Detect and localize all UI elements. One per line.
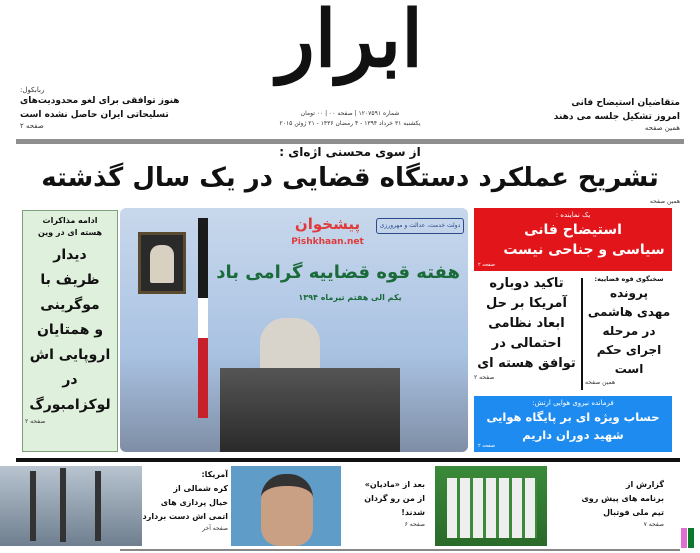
page-ref: صفحه ۶ — [404, 521, 425, 528]
football-team-photo[interactable] — [435, 466, 547, 546]
color-bar — [688, 528, 694, 548]
newspaper-logo: ابرار — [277, 0, 423, 85]
page-ref: صفحه ۲ — [478, 443, 495, 449]
date-line: یکشنبه ۳۱ خرداد ۱۳۹۴ - ۴ رمضان ۱۴۳۶ - ۲۱ ژوئن ۲۰۱۵ — [279, 120, 421, 127]
banner-main: هفته قوه قضاییه گرامی باد — [216, 262, 460, 283]
box-headline: حساب ویژه ای بر پایگاه هوایی — [486, 410, 660, 424]
box-headline: دیدار ظریف با موگرینی و همتایان اروپایی اش در لوکزامبورگ — [29, 247, 111, 413]
portrait-frame — [138, 232, 186, 294]
missiles-photo[interactable] — [0, 466, 142, 546]
page-ref: صفحه آخر — [202, 525, 228, 532]
divider — [120, 549, 680, 551]
watermark: پیشخوان — [294, 215, 361, 233]
box-kicker: یک نماینده : — [555, 211, 591, 219]
teaser-line: تسلیحاتی ایران حاصل نشده است — [20, 110, 169, 120]
bottom-story[interactable]: گزارش از برنامه های پیش روی تیم ملی فوتبال صفحه ۷ — [552, 478, 664, 530]
page-ref: همین صفحه — [585, 379, 616, 386]
lead-headline[interactable]: تشریح عملکرد دستگاه قضایی در یک سال گذشته — [41, 163, 659, 193]
teaser-line: هنوز توافقی برای لغو محدودیت‌های — [20, 96, 180, 106]
top-right-teaser[interactable] — [480, 96, 680, 132]
color-bar — [681, 528, 687, 548]
banner-small: دولت خدمت، عدالت و مهرورزی — [376, 218, 464, 234]
mid-right-story[interactable]: سخنگوی قوه قضاییه: پرونده مهدی هاشمی در مرحله اجرای حکم است همین صفحه — [585, 274, 673, 394]
teaser-line: متقاضیان استیضاح فانی — [571, 98, 680, 108]
red-story-box[interactable] — [474, 208, 672, 271]
box-kicker: فرمانده نیروی هوایی ارتش: — [532, 399, 614, 407]
banner-sub: یکم الی هفتم تیرماه ۱۳۹۴ — [298, 293, 402, 302]
box-headline: استیضاح فانی — [524, 222, 622, 238]
page-ref: صفحه ۲ — [474, 374, 495, 381]
lead-photo[interactable] — [120, 208, 468, 452]
page-ref: صفحه ۲ — [25, 418, 46, 425]
page-ref: همین صفحه — [644, 124, 680, 132]
issue-line: شماره ۱۲۰۷۵۹۱ | صفحه ۰۰ | ۰۰ تومان — [300, 110, 400, 117]
microphones — [220, 368, 400, 452]
green-story-box[interactable] — [22, 210, 118, 452]
column-divider — [581, 278, 583, 390]
bottom-story[interactable]: آمریکا: کره شمالی از خیال پردازی های اتمی اش دست بردارد صفحه آخر — [142, 470, 228, 532]
box-kicker: هسته ای در وین — [37, 228, 103, 237]
page-ref: همین صفحه — [649, 198, 680, 205]
bottom-story[interactable]: بعد از «مادیان» از من رو گردان شدند! صفحه ۶ — [345, 478, 425, 530]
box-kicker: ادامه مذاکرات — [42, 216, 98, 225]
teaser-line: امروز تشکیل جلسه می دهند — [553, 112, 680, 122]
divider — [16, 139, 684, 144]
box-headline: شهید دوران داریم — [522, 428, 624, 442]
mid-left-story[interactable]: تاکید دوباره آمریکا بر حل ابعاد نظامی احتمالی در توافق هسته ای صفحه ۲ — [474, 274, 579, 394]
watermark-url: Pishkhaan.net — [291, 237, 364, 247]
page-ref: صفحه ۷ — [643, 521, 664, 528]
teaser-kicker: ربابکول: — [20, 86, 45, 94]
top-left-teaser[interactable] — [20, 86, 235, 130]
box-headline: سیاسی و جناحی نیست — [503, 242, 665, 258]
divider — [16, 458, 680, 462]
portrait-photo[interactable] — [231, 466, 341, 546]
page-ref: صفحه ۲ — [20, 122, 44, 130]
lead-kicker: از سوی محسنی اژه‌ای : — [279, 145, 421, 159]
story-kicker: سخنگوی قوه قضاییه: — [594, 275, 664, 283]
page-ref: صفحه ۲ — [478, 262, 495, 268]
flag — [198, 218, 208, 418]
blue-story-box[interactable] — [474, 396, 672, 452]
